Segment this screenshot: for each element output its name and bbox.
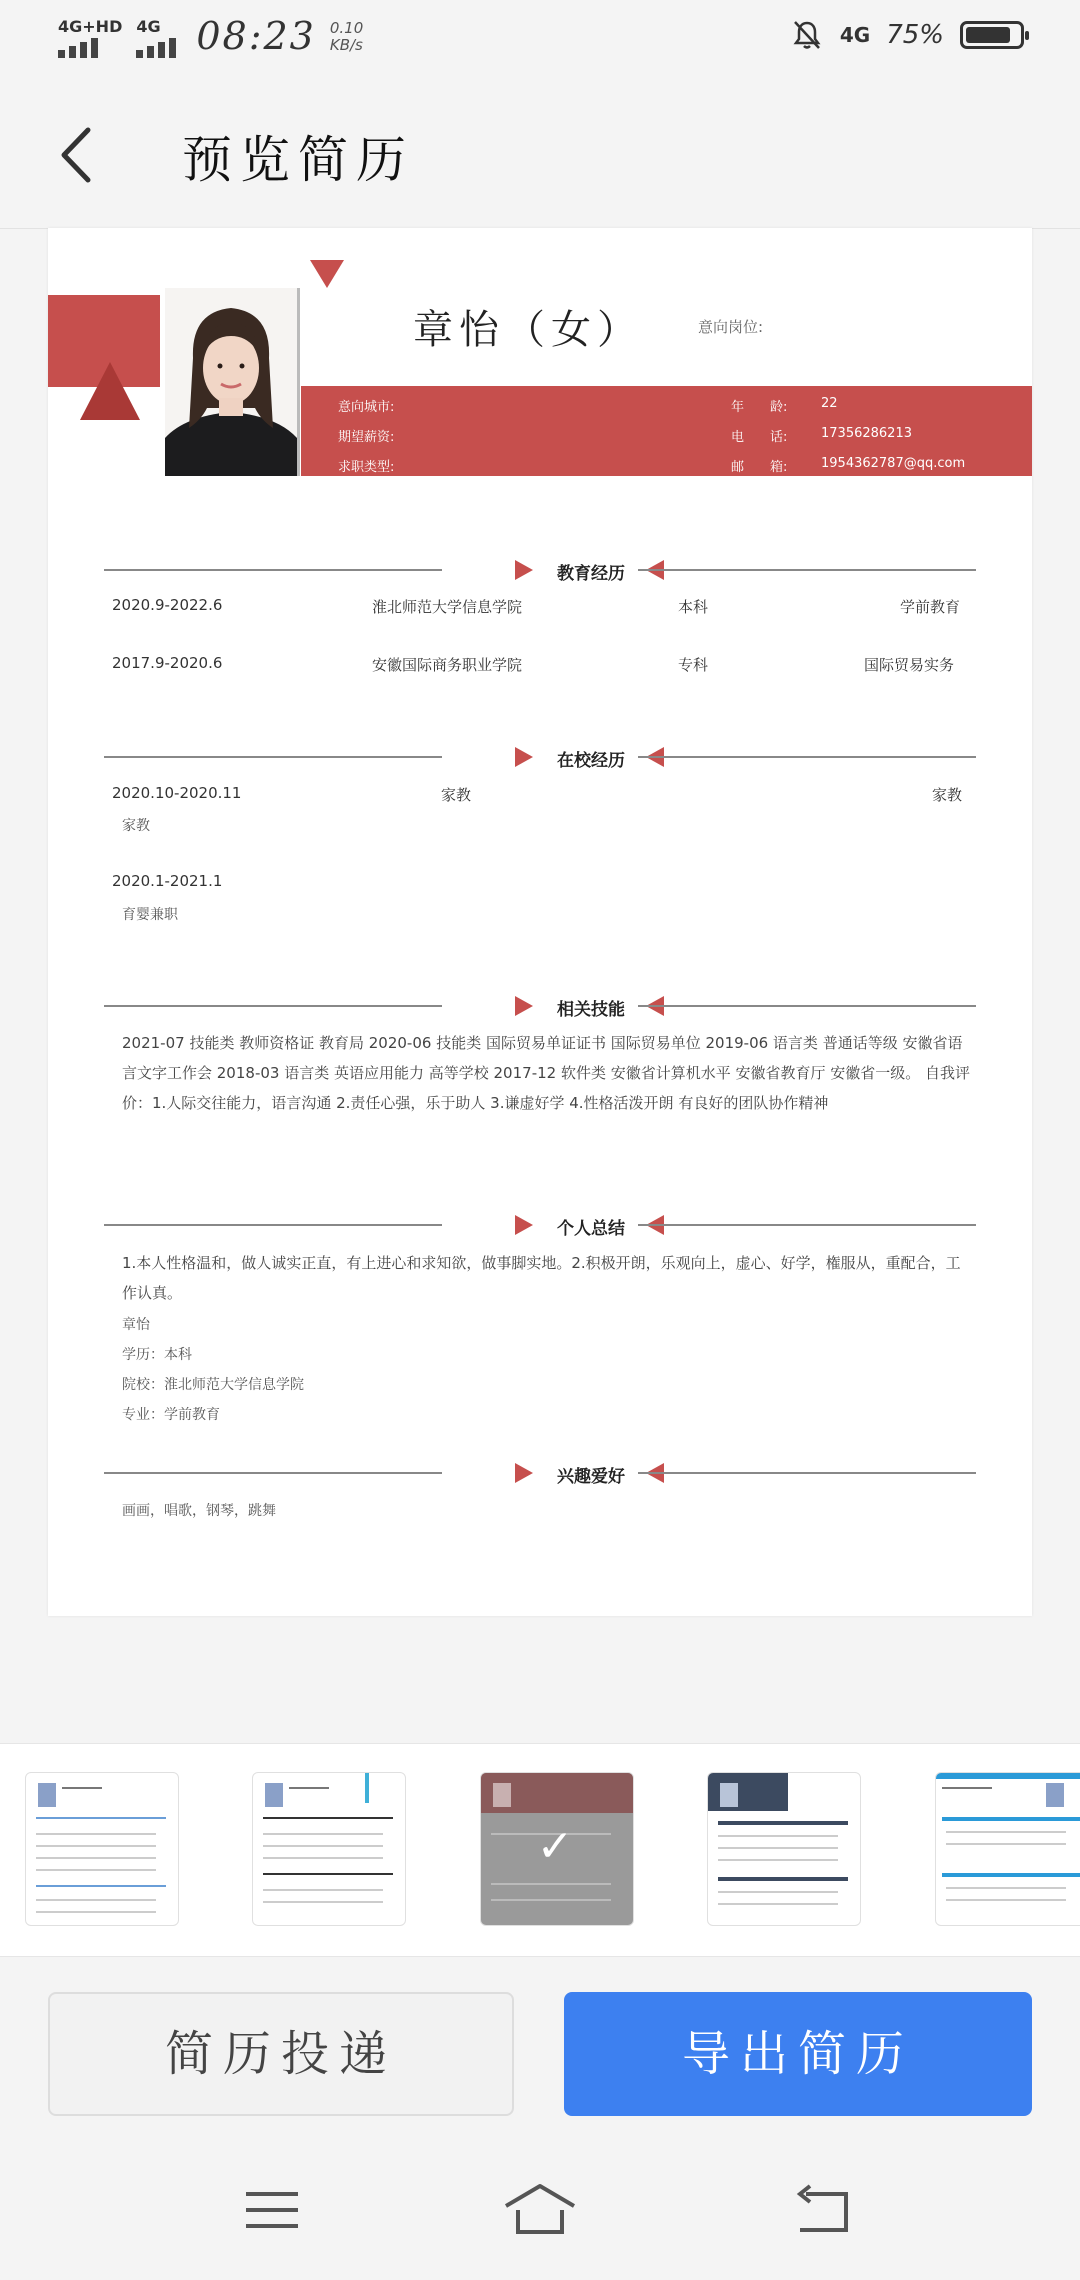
section-title: 相关技能 <box>557 1000 625 1020</box>
mute-bell-icon <box>790 18 824 52</box>
age-value: 22 <box>821 396 838 411</box>
summary-school: 院校：淮北师范大学信息学院 <box>122 1377 304 1393</box>
sim1-label: 4G+HD <box>58 17 123 36</box>
battery-percent: 75% <box>886 20 944 50</box>
resume-preview[interactable] <box>48 228 1032 1616</box>
hobbies-text: 画画，唱歌，钢琴，跳舞 <box>122 1503 276 1519</box>
template-thumb-1[interactable] <box>25 1772 179 1926</box>
email-value: 1954362787@qq.com <box>821 456 966 471</box>
network-type: 4G <box>839 23 871 47</box>
summary-name: 章怡 <box>122 1317 150 1333</box>
city-label: 意向城市: <box>338 400 395 415</box>
checkmark-icon: ✓ <box>536 1821 574 1872</box>
section-title: 个人总结 <box>557 1219 625 1239</box>
edu-major: 学前教育 <box>900 598 961 616</box>
net-speed <box>330 20 363 54</box>
section-campus <box>104 742 976 772</box>
sim2-label: 4G <box>136 17 161 36</box>
section-summary <box>104 1210 976 1240</box>
age-label: 年 龄: <box>731 400 788 415</box>
deliver-resume-button[interactable]: 简历投递 <box>48 1992 514 2116</box>
edu-period: 2020.9-2022.6 <box>112 596 223 614</box>
email-label: 邮 箱: <box>731 460 788 475</box>
template-thumb-4[interactable] <box>707 1772 861 1926</box>
chevron-left-icon <box>50 120 110 190</box>
clock: 08:23 <box>196 14 316 58</box>
section-education <box>104 555 976 585</box>
template-thumb-5[interactable] <box>935 1772 1080 1926</box>
net-speed-value: 0.10 <box>329 19 364 37</box>
menu-button[interactable] <box>232 2180 312 2240</box>
template-thumb-3-selected[interactable] <box>480 1772 634 1926</box>
template-strip[interactable] <box>0 1743 1080 1957</box>
home-icon <box>500 2180 580 2240</box>
page-title: 预览简历 <box>182 131 414 189</box>
export-resume-button[interactable]: 导出简历 <box>564 1992 1032 2116</box>
edu-school: 淮北师范大学信息学院 <box>372 598 523 616</box>
template-thumb-2[interactable] <box>252 1772 406 1926</box>
back-button[interactable] <box>50 120 110 190</box>
intent-position-label: 意向岗位: <box>698 318 764 336</box>
net-speed-unit: KB/s <box>329 36 363 54</box>
section-title: 教育经历 <box>557 564 625 584</box>
back-nav-button[interactable] <box>786 2180 866 2240</box>
campus-desc: 育婴兼职 <box>122 907 178 923</box>
sim1-signal <box>58 18 122 58</box>
section-skills <box>104 991 976 1021</box>
summary-edu: 学历：本科 <box>122 1347 192 1363</box>
edu-period: 2017.9-2020.6 <box>112 654 223 672</box>
campus-role: 家教 <box>932 786 963 804</box>
campus-org: 家教 <box>441 786 472 804</box>
campus-period: 2020.1-2021.1 <box>112 872 223 890</box>
campus-desc: 家教 <box>122 818 150 834</box>
status-bar <box>0 0 1080 80</box>
title-bar <box>0 80 1080 229</box>
jobtype-label: 求职类型: <box>338 460 395 475</box>
section-title: 在校经历 <box>557 751 625 771</box>
avatar <box>165 288 300 476</box>
section-hobbies <box>104 1458 976 1488</box>
phone-label: 电 话: <box>731 430 788 445</box>
skills-text: 2021-07 技能类 教师资格证 教育局 2020-06 技能类 国际贸易单证证书 国际贸易单位 2019-06 语言类 普通话等级 安徽省语言文字工作会 2018-03 语言类 英语应用能力 高等学校 2017-12 软件类 安徽省计算机水平 安徽省教育厅 安徽省一级。 自我评价：1.人际交往能力，语言沟通 2.责任心强，乐于助人 3.谦虚好学 4.性格活泼开朗 有良好的团队协作精神 <box>122 1034 971 1112</box>
sim2-signal <box>136 18 176 58</box>
summary-text: 1.本人性格温和，做人诚实正直，有上进心和求知欲，做事脚实地。2.积极开朗，乐观向上，虚心、好学，権服从，重配合，工作认真。 <box>122 1254 961 1302</box>
home-button[interactable] <box>500 2180 580 2240</box>
return-icon <box>786 2180 866 2240</box>
edu-school: 安徽国际商务职业学院 <box>372 656 523 674</box>
edu-major: 国际贸易实务 <box>864 656 955 674</box>
system-nav-bar <box>0 2140 1080 2280</box>
campus-period: 2020.10-2020.11 <box>112 784 242 802</box>
decor-triangle <box>80 362 140 420</box>
signal-bars-icon <box>58 36 98 58</box>
phone-value: 17356286213 <box>821 426 912 441</box>
signal-bars-icon <box>136 36 176 58</box>
menu-icon <box>232 2180 312 2240</box>
edu-degree: 专科 <box>678 656 709 674</box>
salary-label: 期望薪资: <box>338 430 395 445</box>
summary-major: 专业：学前教育 <box>122 1407 220 1423</box>
info-band <box>301 386 1032 476</box>
section-title: 兴趣爱好 <box>557 1467 625 1487</box>
battery-icon <box>960 21 1024 49</box>
resume-name: 章怡（女） <box>413 307 643 353</box>
edu-degree: 本科 <box>678 598 709 616</box>
decor-triangle-top <box>310 260 344 288</box>
